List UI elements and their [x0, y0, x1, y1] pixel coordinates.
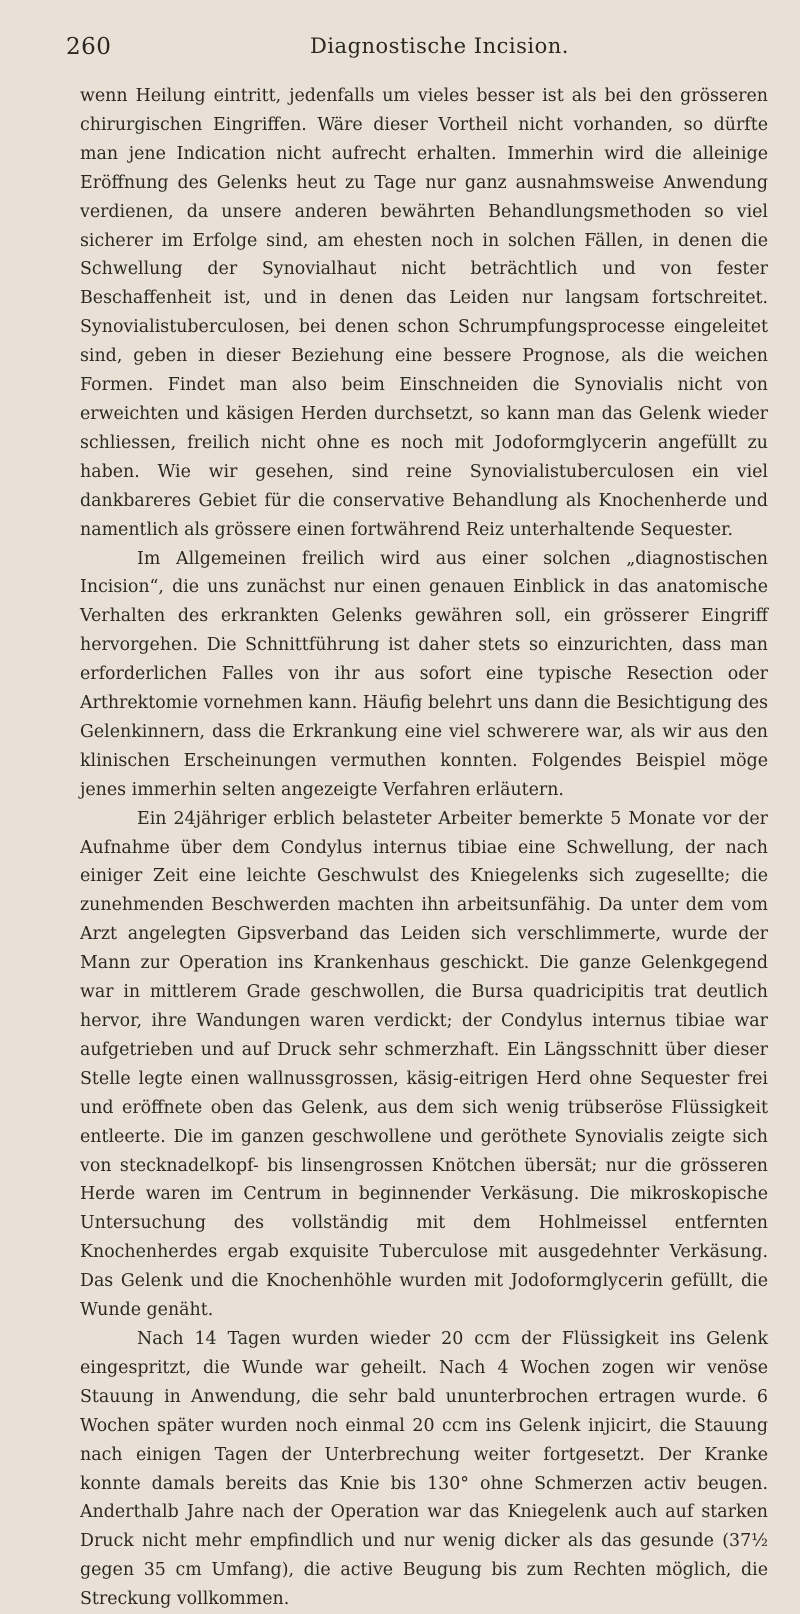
- book-page: [66, 30, 768, 1614]
- body-text: [80, 82, 768, 1614]
- paragraph-2: Im Allgemeinen freilich wird aus einer solchen „diagnostischen Incision“, die uns zunächst nur einen genauen Einblick in das anatomische Verhalten des erkrankten Gelenks gewähren soll, ein grösserer Eingriff hervorgehen. Die Schnittführung ist daher stets so einzurichten, dass man erforderlichen Falles von ihr aus sofort eine typische Resection oder Arthrektomie vornehmen kann. Häufig belehrt uns dann die Besichtigung des Gelenkinnern, dass die Erkrankung eine viel schwerere war, als wir aus den klinischen Erscheinungen vermuthen konnten. Folgendes Beispiel möge jenes immerhin selten angezeigte Verfahren erläutern.: [80, 548, 768, 800]
- paragraph-1: wenn Heilung eintritt, jedenfalls um vieles besser ist als bei den grösseren chirurgischen Eingriffen. Wäre dieser Vortheil nicht vorhanden, so dürfte man jene Indication nicht aufrecht erhalten. Immerhin wird die alleinige Eröffnung des Gelenks heut zu Tage nur ganz ausnahmsweise Anwendung verdienen, da unsere anderen bewährten Behandlungsmethoden so viel sicherer im Erfolge sind, am ehesten noch in solchen Fällen, in denen die Schwellung der Synovialhaut nicht beträchtlich und von fester Beschaffenheit ist, und in denen das Leiden nur langsam fortschreitet. Synovialistuberculosen, bei denen schon Schrumpfungsprocesse eingeleitet sind, geben in dieser Beziehung eine bessere Prognose, als die weichen Formen. Findet man also beim Einschneiden die Synovialis nicht von erweichten und käsigen Herden durchsetzt, so kann man das Gelenk wieder schliessen, freilich nicht ohne es noch mit Jodoformglycerin angefüllt zu haben. Wie wir gesehen, sind reine Synovialistuberculosen ein viel dankbareres Gebiet für die conservative Behandlung als Knochenherde und namentlich als grössere einen fortwährend Reiz unterhaltende Sequester.: [80, 86, 768, 540]
- running-head: [66, 30, 768, 66]
- paragraph-3: Ein 24jähriger erblich belasteter Arbeiter bemerkte 5 Monate vor der Aufnahme über dem Condylus internus tibiae eine Schwellung, der nach einiger Zeit eine leichte Geschwulst des Kniegelenks sich zugesellte; die zunehmenden Beschwerden machten ihn arbeitsunfähig. Da unter dem vom Arzt angelegten Gipsverband das Leiden sich verschlimmerte, wurde der Mann zur Operation ins Krankenhaus geschickt. Die ganze Gelenkgegend war in mittlerem Grade geschwollen, die Bursa quadricipitis trat deutlich hervor, ihre Wandungen waren verdickt; der Condylus internus tibiae war aufgetrieben und auf Druck sehr schmerzhaft. Ein Längsschnitt über dieser Stelle legte einen wallnussgrossen, käsig-eitrigen Herd ohne Sequester frei und eröffnete oben das Gelenk, aus dem sich wenig trübseröse Flüssigkeit entleerte. Die im ganzen geschwollene und geröthete Synovialis zeigte sich von stecknadelkopf- bis linsengrossen Knötchen übersät; nur die grösseren Herde waren im Centrum in beginnender Verkäsung. Die mikroskopische Untersuchung des vollständig mit dem Hohlmeissel entfernten Knochenherdes ergab exquisite Tuberculose mit ausgedehnter Verkäsung. Das Gelenk und die Knochenhöhle wurden mit Jodoformglycerin gefüllt, die Wunde genäht.: [80, 808, 768, 1321]
- paragraph-4: Nach 14 Tagen wurden wieder 20 ccm der Flüssigkeit ins Gelenk eingespritzt, die Wunde war geheilt. Nach 4 Wochen zogen wir venöse Stauung in Anwendung, die sehr bald ununterbrochen ertragen wurde. 6 Wochen später wurden noch einmal 20 ccm ins Gelenk injicirt, die Stauung nach einigen Tagen der Unterbrechung weiter fortgesetzt. Der Kranke konnte damals bereits das Knie bis 130° ohne Schmerzen activ beugen. Anderthalb Jahre nach der Operation war das Kniegelenk auch auf starken Druck nicht mehr empfindlich und nur wenig dicker als das gesunde (37½ gegen 35 cm Umfang), die active Beugung bis zum Rechten möglich, die Streckung vollkommen.: [80, 1328, 768, 1610]
- page-number: 260: [66, 34, 112, 60]
- running-title: Diagnostische Incision.: [310, 34, 569, 58]
